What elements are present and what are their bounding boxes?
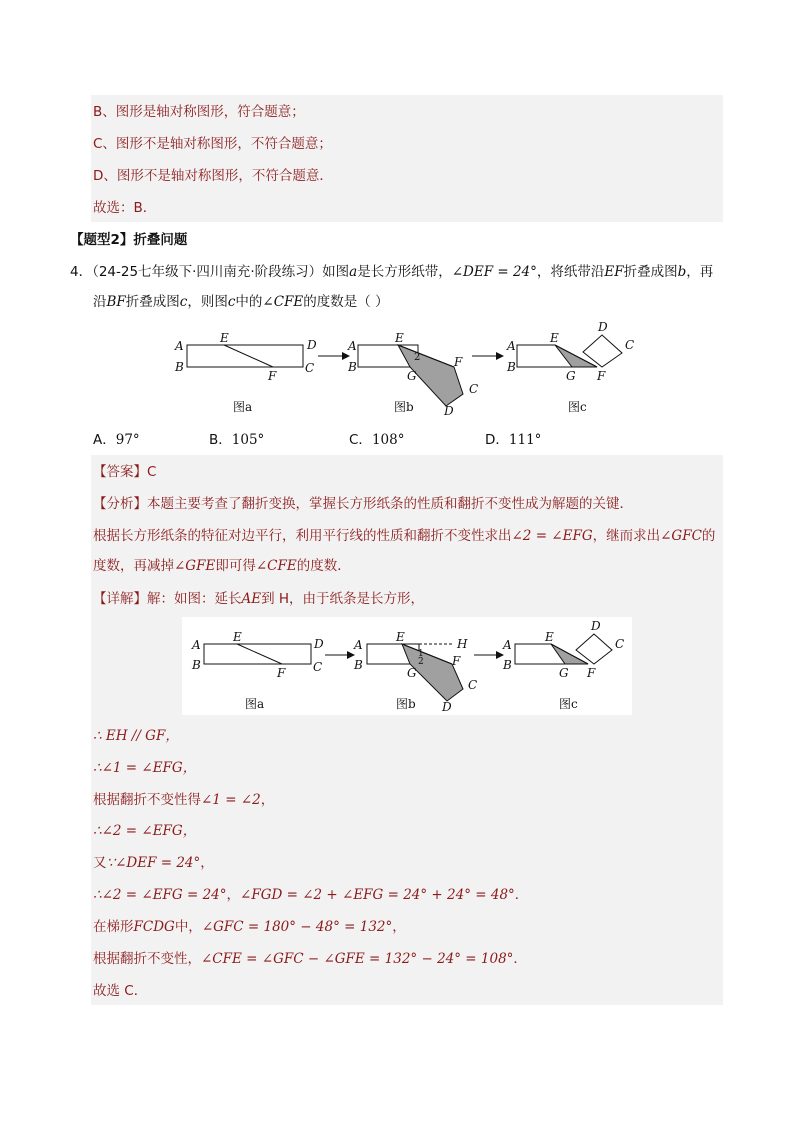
angle-2-label: 2 (418, 657, 424, 667)
d-text: 根据翻折不变性得 (93, 792, 201, 808)
analysis-text: 本题主要考查了翻折变换，掌握长方形纸条的性质和翻折不变性成为解题的关键． (147, 496, 633, 512)
label-c: C (625, 338, 635, 352)
q-text: 如图 (322, 264, 350, 280)
step-5 (93, 854, 214, 872)
option-c (349, 431, 404, 449)
label-c: C (615, 637, 625, 651)
angle-gfc: ∠GFC (660, 528, 702, 544)
label-d: D (442, 700, 452, 714)
step-6 (93, 886, 528, 904)
question-line-1 (70, 263, 713, 281)
question-figure (170, 318, 650, 424)
question-line-2 (93, 293, 389, 311)
d-text: ， (260, 792, 275, 808)
fig-ref-c: c (179, 294, 188, 310)
q-text: 是长方形纸带， (357, 264, 452, 280)
d-text: 根据翻折不变性， (93, 951, 201, 967)
step-3 (93, 791, 274, 809)
d-text: ， (226, 887, 241, 903)
label-d: D (314, 637, 324, 651)
detail-label: 【详解】 (93, 591, 147, 607)
fig-ref-a: a (349, 264, 358, 280)
label-g: G (407, 666, 417, 680)
label-c: C (313, 660, 323, 674)
eq-1-2: ∠1 = ∠2 (201, 792, 261, 808)
segment-ae: AE (241, 591, 262, 607)
analysis-label: 【分析】 (93, 496, 147, 512)
label-c: C (469, 382, 479, 396)
q-text: ，将纸带沿 (536, 264, 605, 280)
d-text: 在梯形 (93, 919, 134, 935)
segment-bf: BF (106, 294, 126, 310)
d-text: 到 H，由于纸条是长方形， (261, 591, 425, 607)
step-1: ∴ EH // GF， (93, 728, 179, 744)
a-text: 的 (701, 528, 716, 544)
eq-gfc-132: ∠GFC = 180° − 48° = 132° (201, 919, 393, 935)
a-text: 的度数． (296, 558, 351, 574)
caption-c: 图c (568, 400, 587, 414)
solution-line-c: C、图形不是轴对称图形，不符合题意； (93, 136, 332, 152)
fig-ref-c-2: c (227, 294, 236, 310)
q-text: 的度数是（ ） (303, 294, 389, 310)
q-text: 沿 (93, 294, 107, 310)
label-f: F (277, 666, 286, 680)
label-e: E (220, 331, 229, 345)
label-c: C (468, 678, 478, 692)
d-text: 又 (93, 855, 107, 871)
option-value: 108° (371, 432, 405, 448)
label-f: F (452, 654, 461, 668)
label-d: D (598, 320, 608, 334)
d-text: 解：如图：延长 (147, 591, 242, 607)
analysis-line-3 (93, 557, 351, 575)
step-7 (93, 918, 406, 936)
eq-efg-24: ∴∠2 = ∠EFG = 24° (93, 887, 227, 903)
solution-line-b: B、图形是轴对称图形，符合题意； (93, 104, 305, 120)
d-text: ， (392, 919, 406, 935)
a-text: 度数，再减掉 (93, 558, 174, 574)
label-d: D (307, 338, 317, 352)
solution-choose: 故选：B． (93, 200, 157, 216)
option-letter: D． (485, 432, 509, 448)
solution-line-d: D、图形不是轴对称图形，不符合题意． (93, 168, 333, 184)
label-f: F (597, 369, 606, 383)
option-value: 97° (115, 432, 140, 448)
label-e: E (395, 331, 404, 345)
d-text: 中， (174, 919, 202, 935)
option-letter: C． (349, 432, 372, 448)
final-choose: 故选 C． (93, 983, 148, 999)
option-letter: B． (209, 432, 232, 448)
detail-intro (93, 590, 424, 608)
option-letter: A． (93, 432, 116, 448)
d-text: ． (513, 951, 527, 967)
label-a: A (192, 638, 201, 652)
label-g: G (407, 369, 417, 383)
label-e: E (545, 630, 554, 644)
q-text: 折叠成图 (623, 264, 678, 280)
fig-ref-b: b (677, 264, 687, 280)
caption-b: 图b (396, 697, 416, 711)
label-f: F (454, 355, 463, 369)
label-a: A (354, 638, 363, 652)
analysis-line-2 (93, 527, 715, 545)
angle-2-label: 2 (414, 352, 421, 363)
caption-a: 图a (233, 400, 253, 414)
label-e: E (396, 630, 405, 644)
label-b: B (175, 360, 184, 374)
label-g: G (559, 666, 569, 680)
step-2: ∴∠1 = ∠EFG， (93, 760, 197, 776)
trapezoid-fcdg: FCDG (133, 919, 175, 935)
a-text: ，继而求出 (592, 528, 661, 544)
label-f: F (587, 666, 596, 680)
eq-fgd-48: ∠FGD = ∠2 + ∠EFG = 24° + 24° = 48° (240, 887, 515, 903)
label-b: B (192, 658, 201, 672)
eq-2-efg: ∠2 = ∠EFG (511, 528, 593, 544)
label-f: F (268, 369, 277, 383)
step-8 (93, 950, 527, 968)
step-4: ∴∠2 = ∠EFG， (93, 823, 197, 839)
angle-cfe: ∠CFE (255, 558, 297, 574)
question-number: 4． (70, 264, 93, 280)
d-text: ， (200, 855, 214, 871)
q-text: ，再 (686, 264, 714, 280)
answer-line (93, 463, 156, 481)
caption-c: 图c (559, 697, 578, 711)
label-a: A (503, 638, 512, 652)
label-e: E (233, 630, 242, 644)
label-d: D (444, 404, 454, 418)
analysis-line-1 (93, 495, 633, 513)
label-b: B (354, 658, 363, 672)
question-source: （24-25七年级下·四川南充·阶段练习） (92, 264, 323, 280)
angle-gfe: ∠GFE (174, 558, 216, 574)
label-e: E (550, 331, 559, 345)
q-text: 中的 (235, 294, 263, 310)
a-text: 即可得 (215, 558, 256, 574)
option-a (93, 431, 140, 449)
answer-label: 【答案】 (93, 464, 147, 480)
label-b: B (507, 360, 516, 374)
q-text: 折叠成图 (125, 294, 180, 310)
angle-1-label: 1 (418, 649, 424, 659)
angle-def: ∠DEF = 24° (451, 264, 537, 280)
caption-a: 图a (245, 697, 265, 711)
detail-figure (182, 617, 632, 715)
option-value: 111° (508, 432, 542, 448)
option-b (209, 431, 264, 449)
option-d (485, 431, 541, 449)
segment-ef: EF (604, 264, 624, 280)
label-b: B (348, 360, 357, 374)
d-text: ． (514, 887, 529, 903)
q-text: ，则图 (187, 294, 228, 310)
label-a: A (175, 339, 184, 353)
answer-value: C (147, 464, 157, 480)
eq-cfe-108: ∠CFE = ∠GFC − ∠GFE = 132° − 24° = 108° (201, 951, 514, 967)
label-g: G (566, 369, 576, 383)
section-heading: 【题型2】折叠问题 (70, 232, 188, 248)
label-d: D (591, 619, 601, 633)
label-a: A (348, 339, 357, 353)
a-text: 根据长方形纸条的特征对边平行，利用平行线的性质和翻折不变性求出 (93, 528, 512, 544)
given-def: ∵∠DEF = 24° (106, 855, 201, 871)
label-b: B (503, 658, 512, 672)
caption-b: 图b (394, 400, 414, 414)
option-value: 105° (231, 432, 265, 448)
label-h: H (457, 637, 468, 651)
label-c: C (305, 361, 315, 375)
label-a: A (507, 339, 516, 353)
angle-cfe: ∠CFE (262, 294, 304, 310)
